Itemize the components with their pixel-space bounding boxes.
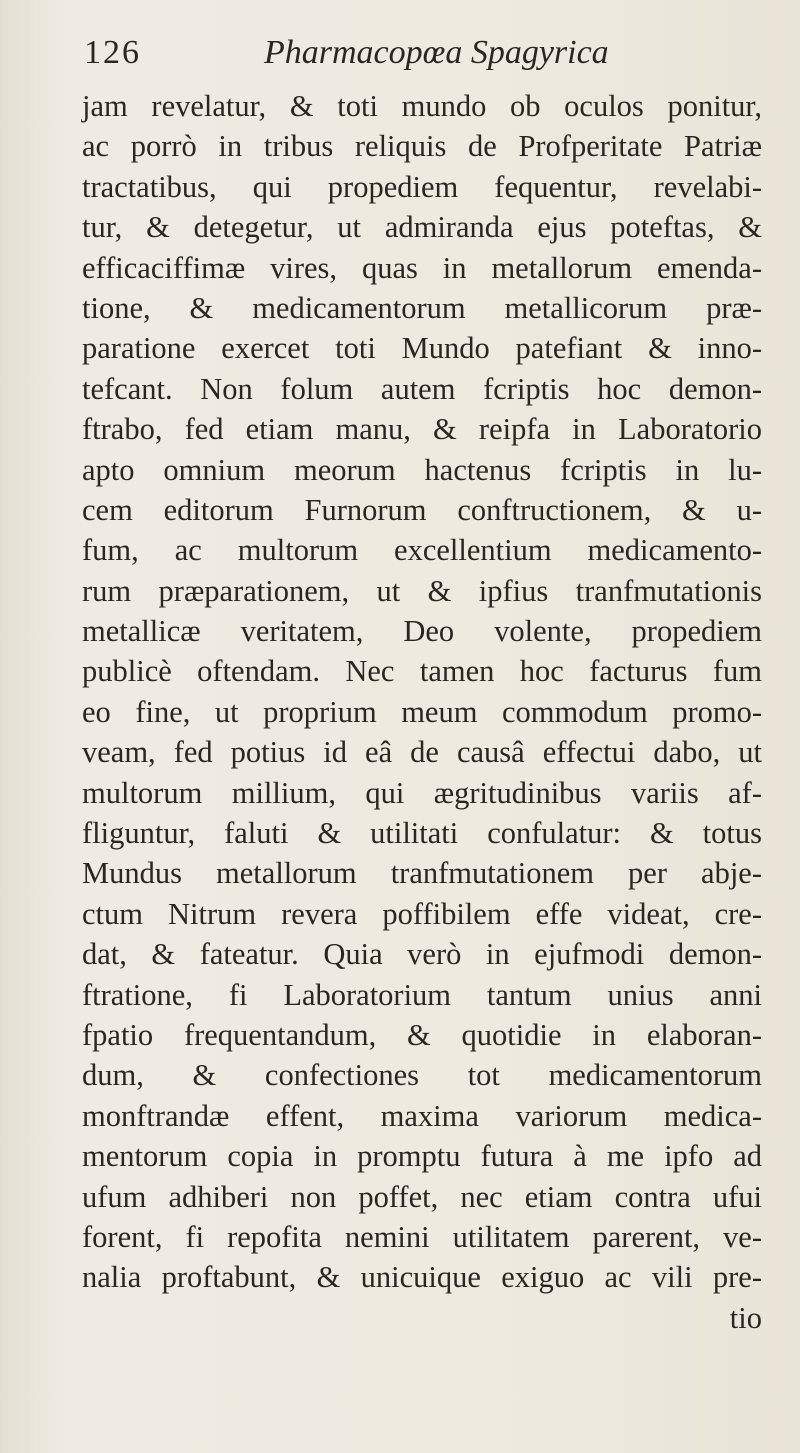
text-line: fliguntur, faluti & utilitati confulatur: & totus (82, 816, 762, 851)
text-line: paratione exercet toti Mundo patefiant & inno- (82, 331, 762, 366)
text-line: apto omnium meorum hactenus fcriptis in lu- (82, 452, 762, 487)
text-line: tur, & detegetur, ut admiranda ejus poteftas, & (82, 210, 762, 245)
text-line: fpatio frequentandum, & quotidie in elaboran- (82, 1017, 762, 1052)
text-line: cem editorum Furnorum conftructionem, & u- (82, 492, 762, 527)
text-line: ctum Nitrum revera poffibilem effe videat, cre- (82, 896, 762, 931)
text-line: publicè oftendam. Nec tamen hoc facturus fum (82, 654, 762, 689)
text-line: ufum adhiberi non poffet, nec etiam contra ufui (82, 1179, 762, 1214)
text-line: Mundus metallorum tranfmutationem per abje- (82, 856, 762, 891)
text-line: ftratione, fi Laboratorium tantum unius anni (82, 977, 762, 1012)
running-title: Pharmacopœa Spagyrica (264, 34, 609, 71)
text-line: monftrandæ effent, maxima variorum medica- (82, 1098, 762, 1133)
text-line: ac porrò in tribus reliquis de Profperitate Patriæ (82, 129, 762, 164)
text-line: efficaciffimæ vires, quas in metallorum emenda- (82, 250, 762, 285)
text-line: forent, fi repofita nemini utilitatem parerent, ve- (82, 1219, 762, 1254)
text-line: tefcant. Non folum autem fcriptis hoc demon- (82, 371, 762, 406)
text-line: multorum millium, qui ægritudinibus variis af- (82, 775, 762, 810)
text-line: rum præparationem, ut & ipfius tranfmutationis (82, 573, 762, 608)
text-line: dat, & fateatur. Quia verò in ejufmodi demon- (82, 937, 762, 972)
text-line: fum, ac multorum excellentium medicamento- (82, 533, 762, 568)
text-line: nalia proftabunt, & unicuique exiguo ac vili pre- (82, 1260, 762, 1295)
catchword: tio (729, 1300, 762, 1335)
text-line: jam revelatur, & toti mundo ob oculos ponitur, (82, 89, 762, 123)
text-line: veam, fed potius id eâ de causâ effectui dabo, ut (82, 735, 762, 770)
text-line: tractatibus, qui propediem fequentur, revelabi- (82, 169, 762, 204)
text-line: dum, & confectiones tot medicamentorum (82, 1058, 762, 1093)
running-head (84, 34, 734, 84)
text-line: eo fine, ut proprium meum commodum promo- (82, 694, 762, 729)
page-number: 126 (84, 34, 141, 71)
text-line: metallicæ veritatem, Deo volente, propediem (82, 614, 762, 649)
text-line: mentorum copia in promptu futura à me ipfo ad (82, 1139, 762, 1174)
body-text (82, 86, 762, 1338)
text-line: tione, & medicamentorum metallicorum præ- (82, 290, 762, 325)
text-line: ftrabo, fed etiam manu, & reipfa in Laboratorio (82, 412, 762, 447)
